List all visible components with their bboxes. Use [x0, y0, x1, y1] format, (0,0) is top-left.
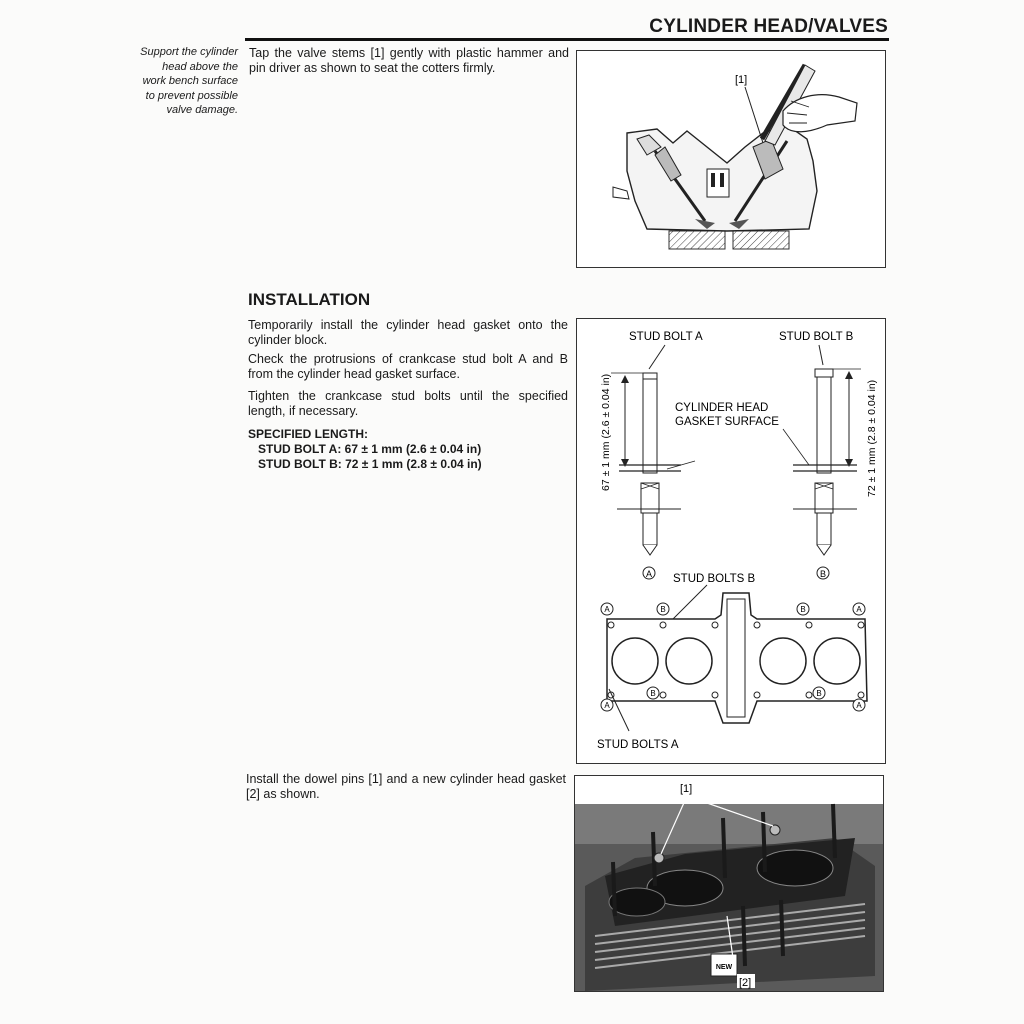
spec-row: STUD BOLT B: 72 ± 1 mm (2.8 ± 0.04 in): [258, 457, 482, 471]
side-note-line: head above the: [162, 60, 238, 73]
side-note: [110, 45, 238, 118]
spec-label: SPECIFIED LENGTH:: [248, 427, 369, 441]
stud-bolt-b-label: STUD BOLT B: [779, 331, 854, 343]
side-note-line: Support the cylinder: [140, 46, 238, 58]
install-paragraph: Tighten the crankcase stud bolts until the specified length, if necessary.: [248, 389, 568, 418]
dowel-step-text: Install the dowel pins [1] and a new cylinder head gasket [2] as shown.: [246, 772, 566, 801]
gasket-marker-b: B: [800, 605, 806, 614]
gasket-marker-a: A: [604, 605, 610, 614]
gasket-marker-a: A: [856, 605, 862, 614]
valve-figure: [576, 50, 886, 268]
stud-bolt-figure: [576, 318, 886, 764]
installation-heading: INSTALLATION: [248, 290, 371, 309]
valve-figure-callout: [1]: [735, 74, 748, 86]
side-note-line: work bench surface: [142, 75, 238, 87]
gasket-marker-b: B: [816, 689, 822, 698]
dowel-callout-1: [1]: [680, 783, 693, 795]
gasket-marker-b: B: [650, 689, 656, 698]
new-badge-text: NEW: [715, 964, 733, 971]
surface-label-line-2: GASKET SURFACE: [675, 416, 779, 428]
stud-bolts-b-label: STUD BOLTS B: [673, 573, 756, 585]
stud-bolt-diagram: [577, 319, 885, 763]
gasket-marker-a: A: [604, 701, 610, 710]
surface-label-line-1: CYLINDER HEAD: [675, 402, 769, 414]
marker-a: A: [645, 569, 653, 579]
dimension-b-label: 72 ± 1 mm (2.8 ± 0.04 in): [866, 379, 878, 497]
marker-b: B: [819, 569, 827, 579]
page-title: CYLINDER HEAD/VALVES: [649, 16, 888, 37]
valve-step-text: Tap the valve stems [1] gently with plastic hammer and pin driver as shown to seat the cotters firmly.: [249, 46, 569, 75]
side-note-line: to prevent possible: [145, 89, 238, 102]
valve-illustration: [577, 51, 885, 267]
install-paragraph: Check the protrusions of crankcase stud bolt A and B from the cylinder head gasket surface.: [248, 352, 568, 381]
gasket-marker-a: A: [856, 701, 862, 710]
side-note-line: valve damage.: [166, 104, 238, 116]
engine-photo-figure: [574, 775, 884, 992]
dowel-callout-2: [2]: [739, 977, 752, 989]
install-paragraph: Temporarily install the cylinder head gasket onto the cylinder block.: [248, 318, 568, 347]
stud-bolt-a-label: STUD BOLT A: [629, 331, 703, 343]
spec-block: [248, 427, 482, 472]
engine-photo: [575, 776, 883, 991]
dimension-a-label: 67 ± 1 mm (2.6 ± 0.04 in): [600, 373, 612, 491]
header-rule: [245, 38, 889, 41]
stud-bolts-a-label: STUD BOLTS A: [597, 739, 679, 751]
spec-row: STUD BOLT A: 67 ± 1 mm (2.6 ± 0.04 in): [258, 442, 482, 456]
gasket-marker-b: B: [660, 605, 666, 614]
